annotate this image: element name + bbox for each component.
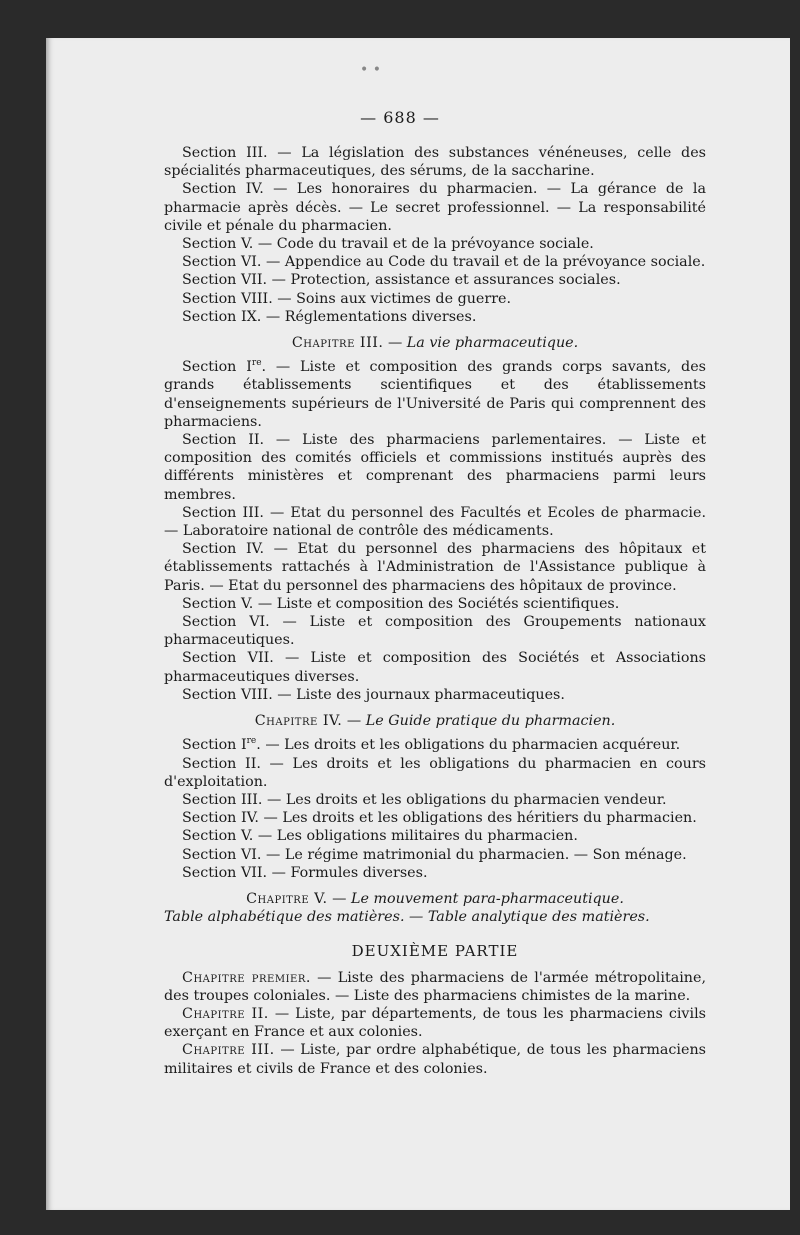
document-body <box>164 144 706 1078</box>
chapter-label: Chapitre premier. <box>182 969 311 986</box>
chapter-label: Chapitre III. <box>182 1042 275 1059</box>
section-item: Section IV. — Les honoraires du pharmacien. — La gérance de la pharmacie après décès. — Le secret professionnel. — La responsabilité civile et pénale du pharmacien. <box>164 181 706 234</box>
section-item <box>164 736 706 754</box>
page-number: — 688 — <box>360 108 440 127</box>
part2-chapter <box>164 1005 706 1041</box>
chapter-heading-5 <box>164 890 706 908</box>
chapter-label: Chapitre II. <box>182 1005 269 1022</box>
section-item: Section VIII. — Soins aux victimes de guerre. <box>182 290 512 307</box>
chapter-title: La vie pharmaceutique. <box>406 335 579 352</box>
section-item: Section VII. — Liste et composition des Sociétés et Associations pharmaceutiques diverses. <box>164 650 706 685</box>
section-item: Section IV. — Etat du personnel des pharmaciens des hôpitaux et établissements rattachés à l'Administration de l'Assistance publique à Paris. — Etat du personnel des pharmaciens des hôpitaux de province. <box>164 541 706 594</box>
section-superscript: re <box>251 358 262 369</box>
section-item: Section II. — Liste des pharmaciens parlementaires. — Liste et composition des comités officiels et commissions institués auprès des différents ministères et comprenant des pharmaciens parmi leurs membres. <box>164 432 706 503</box>
tables-line: Table alphabétique des matières. — Table analytique des matières. <box>164 909 650 926</box>
chapter-separator: — <box>342 713 366 730</box>
chapter-label: Chapitre IV. <box>254 713 343 730</box>
section-item: Section V. — Les obligations militaires du pharmacien. <box>182 828 578 845</box>
part2-chapter <box>164 969 706 1005</box>
section-item: Section VII. — Formules diverses. <box>182 864 428 881</box>
section-item: Section VII. — Protection, assistance et assurances sociales. <box>182 272 621 289</box>
section-item: Section V. — Liste et composition des Sociétés scientifiques. <box>182 595 620 612</box>
chapter-text: — Liste, par ordre alphabétique, de tous les pharmaciens militaires et civils de France et des colonies. <box>164 1042 706 1077</box>
part2-chapter <box>164 1041 706 1077</box>
chapter-label: Chapitre V. <box>246 890 328 907</box>
section-item: Section II. — Les droits et les obligations du pharmacien en cours d'exploitation. <box>164 755 706 790</box>
stray-mark: • • <box>360 62 381 78</box>
section-item: Section V. — Code du travail et de la prévoyance sociale. <box>182 236 594 253</box>
chapter-text: — Liste, par départements, de tous les pharmaciens civils exerçant en France et aux colonies. <box>164 1005 706 1041</box>
section-superscript: re <box>246 736 257 747</box>
chapter-label: Chapitre III. <box>291 335 384 352</box>
section-text: . — Les droits et les obligations du pharmacien acquéreur. <box>256 737 681 754</box>
chapter-heading-4 <box>164 712 706 730</box>
section-prefix: Section I <box>182 359 252 376</box>
section-text: . — Liste et composition des grands corps savants, des grands établissements scientifiques et des établissements d'enseignements supérieurs de l'Université de Paris qui comprennent des pharmaciens. <box>164 359 707 430</box>
chapter-separator: — <box>383 335 407 352</box>
section-item: Section III. — Les droits et les obligations du pharmacien vendeur. <box>182 791 667 808</box>
part-heading: DEUXIÈME PARTIE <box>351 942 519 961</box>
section-item: Section VI. — Le régime matrimonial du pharmacien. — Son ménage. <box>182 846 687 863</box>
section-item: Section IX. — Réglementations diverses. <box>182 308 477 325</box>
section-item: Section VI. — Appendice au Code du travail et de la prévoyance sociale. <box>182 254 706 271</box>
section-item: Section VI. — Liste et composition des Groupements nationaux pharmaceutiques. <box>164 614 706 649</box>
section-item: Section IV. — Les droits et les obligations des héritiers du pharmacien. <box>182 810 697 827</box>
chapter-text: — Liste des pharmaciens de l'armée métropolitaine, des troupes coloniales. — Liste des pharmaciens chimistes de la marine. <box>164 969 706 1004</box>
chapter-separator: — <box>327 890 351 907</box>
chapter-heading-3 <box>164 334 706 352</box>
chapter-title: Le mouvement para-pharmaceutique. <box>350 890 624 907</box>
section-item: Section III. — La législation des substances vénéneuses, celle des spécialités pharmaceutiques, des sérums, de la saccharine. <box>164 145 706 180</box>
section-item: Section III. — Etat du personnel des Facultés et Ecoles de pharmacie. — Laboratoire national de contrôle des médicaments. <box>164 504 706 540</box>
section-prefix: Section I <box>182 737 247 754</box>
section-item: Section VIII. — Liste des journaux pharmaceutiques. <box>182 686 565 703</box>
section-item <box>164 358 706 431</box>
chapter-title: Le Guide pratique du pharmacien. <box>365 713 616 730</box>
